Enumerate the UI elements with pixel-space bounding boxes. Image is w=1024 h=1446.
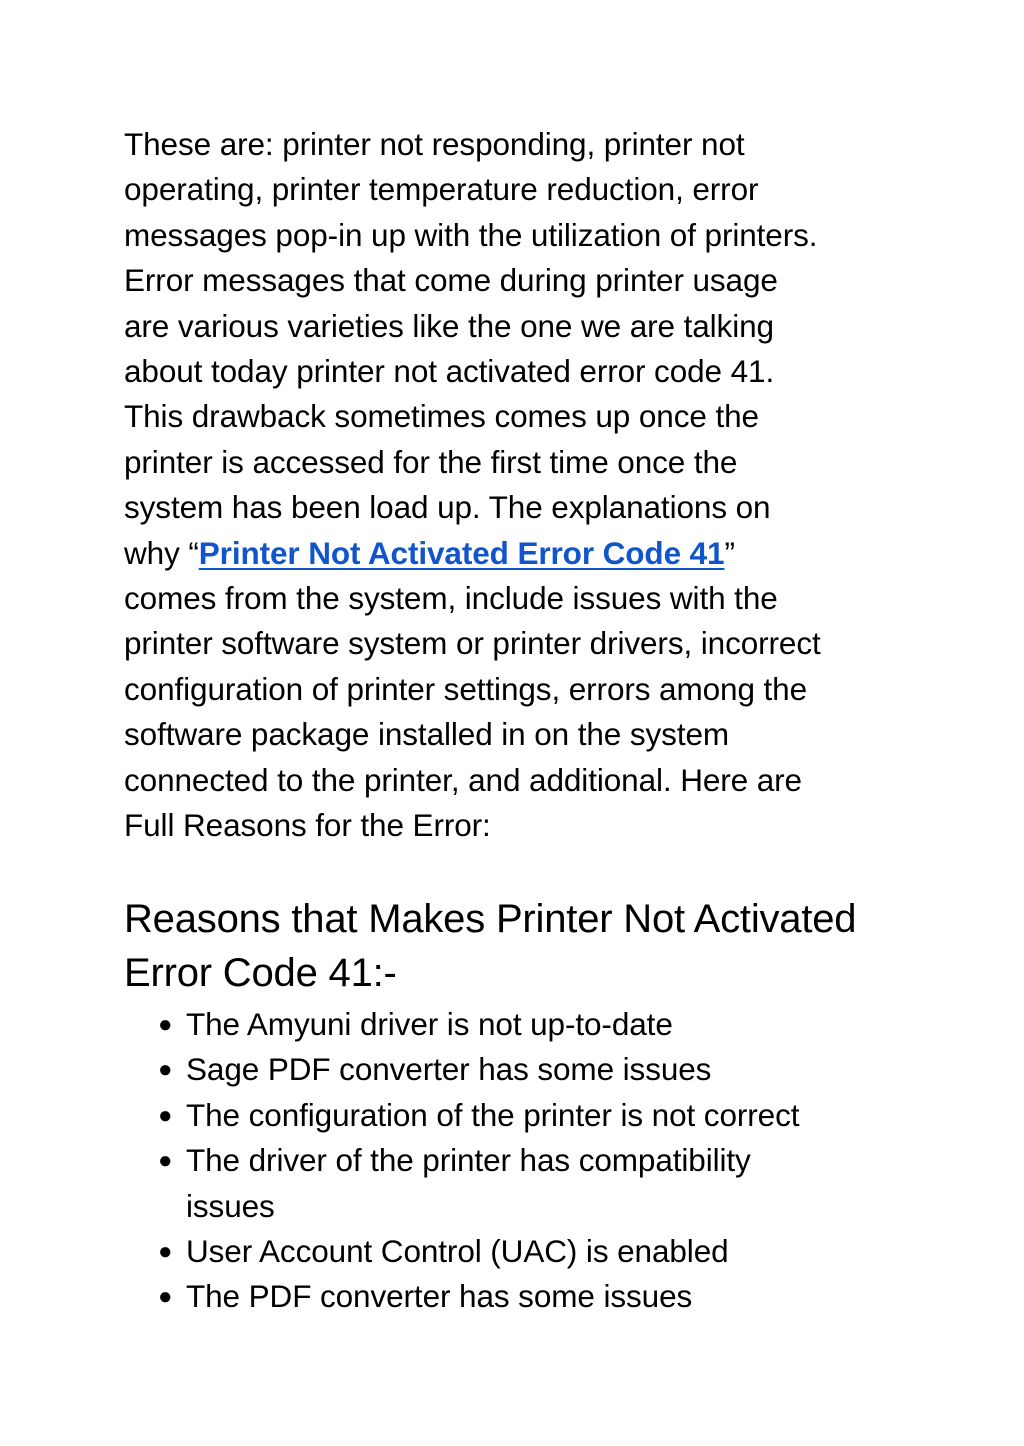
list-item-text: The Amyuni driver is not up-to-date (186, 1006, 673, 1042)
paragraph-line: This drawback sometimes comes up once the (124, 398, 759, 435)
paragraph-line: configuration of printer settings, errors among the (124, 670, 808, 707)
bullet-icon: ● (158, 1101, 173, 1129)
bullet-icon: ● (158, 1147, 173, 1175)
bullet-icon: ● (158, 1238, 173, 1266)
bullet-icon: ● (158, 1056, 173, 1084)
error-code-41-link[interactable]: Printer Not Activated Error Code 41 (198, 534, 725, 571)
list-item (124, 1229, 799, 1274)
list-item (124, 1047, 799, 1092)
list-item (124, 1002, 799, 1047)
paragraph-line: messages pop-in up with the utilization of printers. (124, 216, 818, 253)
heading-line: Error Code 41:- (124, 951, 397, 995)
document-page (124, 122, 904, 1315)
paragraph-line: printer is accessed for the first time once the (124, 443, 738, 480)
list-item-text: User Account Control (UAC) is enabled (186, 1233, 729, 1270)
paragraph-line: printer software system or printer drivers, incorrect (124, 625, 821, 662)
paragraph-line: connected to the printer, and additional. Here are (124, 761, 802, 798)
list-item (124, 1093, 799, 1138)
bullet-icon: ● (158, 1283, 173, 1311)
list-item-text: Sage PDF converter has some issues (186, 1051, 712, 1088)
list-item (124, 1138, 799, 1229)
heading-line: Reasons that Makes Printer Not Activated (124, 897, 857, 941)
paragraph-line: Error messages that come during printer usage (124, 262, 778, 299)
list-item-text-continued: issues (186, 1187, 275, 1224)
paragraph-line: Full Reasons for the Error: (124, 807, 491, 844)
paragraph-line: about today printer not activated error code 41. (124, 353, 775, 390)
paragraph-line: These are: printer not responding, printer not (124, 126, 745, 162)
paragraph-line-with-link (124, 531, 904, 576)
list-item-text: The PDF converter has some issues (186, 1278, 693, 1315)
paragraph-line: operating, printer temperature reduction, error (124, 171, 759, 208)
reasons-list (124, 1002, 799, 1320)
paragraph-line: software package installed in on the system (124, 716, 730, 753)
bullet-icon: ● (158, 1011, 173, 1038)
list-item-text: The configuration of the printer is not correct (186, 1096, 800, 1133)
list-item-text: The driver of the printer has compatibility (186, 1142, 751, 1179)
paragraph-line: system has been load up. The explanations on (124, 489, 771, 526)
paragraph-line: are various varieties like the one we are talking (124, 307, 774, 344)
link-suffix-text: ” (724, 534, 735, 571)
list-item (124, 1274, 799, 1319)
paragraph-line: comes from the system, include issues with the (124, 580, 778, 617)
link-prefix-text: why “ (124, 534, 199, 571)
section-heading (124, 892, 924, 1000)
body-paragraph (124, 122, 904, 849)
